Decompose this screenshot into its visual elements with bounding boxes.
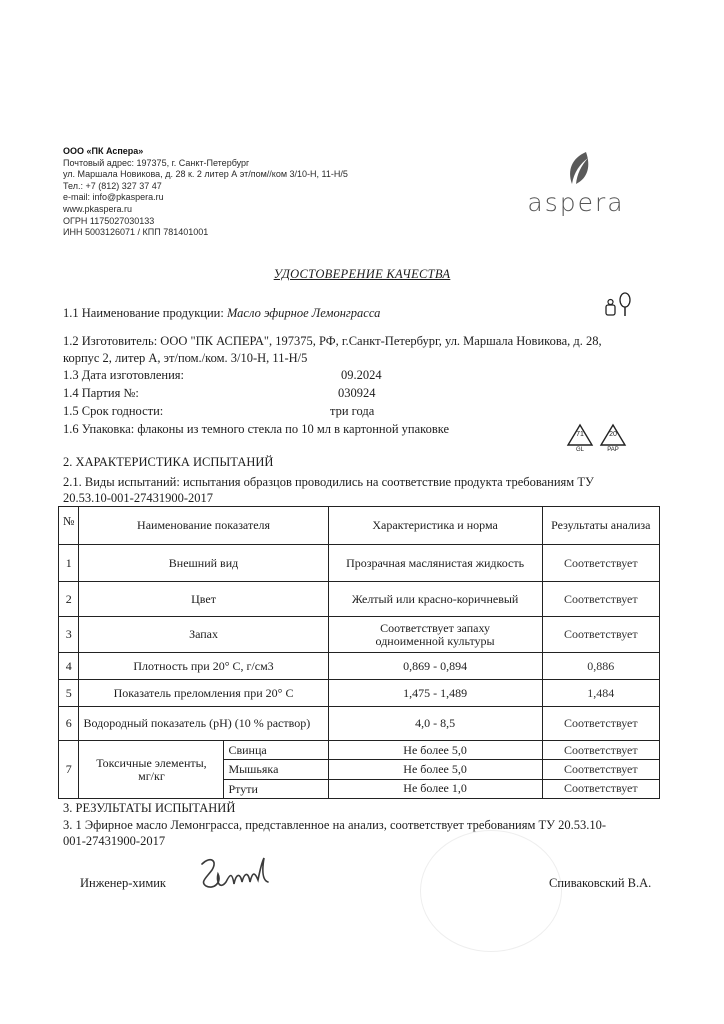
header-norm: Характеристика и норма [328, 507, 542, 545]
company-ogrn: ОГРН 1175027030133 [63, 215, 155, 226]
manufacturer-line-1: 1.2 Изготовитель: ООО "ПК АСПЕРА", 197375, РФ, г.Санкт-Петербург, ул. Маршала Новикова, д. 28, [63, 334, 602, 348]
company-letterhead [63, 146, 348, 239]
test-types-line-1: 2.1. Виды испытаний: испытания образцов проводились на соответствие продукта требованиям ТУ [63, 475, 594, 489]
table-row: 5 Показатель преломления при 20° С 1,475 - 1,489 1,484 [59, 680, 660, 707]
company-inn: ИНН 5003126071 / КПП 781401001 [63, 227, 209, 238]
recycle-pap-icon: 20 PAP [598, 423, 628, 455]
production-date-label: 1.3 Дата изготовления: [63, 368, 184, 382]
leaf-icon [564, 150, 592, 188]
faint-stamp [420, 830, 562, 952]
batch-value: 030924 [338, 386, 376, 400]
test-results-table [58, 506, 660, 799]
table-row: 2 Цвет Желтый или красно-коричневый Соответствует [59, 582, 660, 617]
table-row: 3 Запах Соответствует запаху одноименной культуры Соответствует [59, 617, 660, 653]
company-phone: Тел.: +7 (812) 327 37 47 [63, 180, 162, 191]
packaging-line: 1.6 Упаковка: флаконы из темного стекла по 10 мл в картонной упаковке [63, 422, 450, 436]
recycle-gl-icon: 71 GL [565, 423, 595, 455]
header-number: № [59, 507, 79, 545]
company-address: Почтовый адрес: 197375, г. Санкт-Петербург [63, 157, 250, 168]
table-row: 6 Водородный показатель (рН) (10 % раствор) 4,0 - 8,5 Соответствует [59, 707, 660, 741]
table-header-row [59, 507, 660, 545]
header-result: Результаты анализа [542, 507, 659, 545]
batch-label: 1.4 Партия №: [63, 386, 139, 400]
product-value: Масло эфирное Лемонграсса [226, 306, 381, 320]
company-website: www.pkaspera.ru [63, 203, 133, 214]
test-types-line-2: 20.53.10-001-27431900-2017 [63, 491, 213, 505]
table-row: 4 Плотность при 20° С, г/см3 0,869 - 0,894 0,886 [59, 653, 660, 680]
handwritten-signature [196, 852, 276, 898]
shelf-life-value: три года [330, 404, 375, 418]
signer-role: Инженер-химик [80, 876, 166, 890]
toxic-mercury: Ртути [228, 781, 258, 796]
conclusion-line-1: 3. 1 Эфирное масло Лемонграсса, представленное на анализ, соответствует требованиям ТУ 20.53.10- [63, 818, 607, 832]
logo-text: aspera [527, 188, 625, 217]
shelf-life-label: 1.5 Срок годности: [63, 404, 164, 418]
table-row: 1 Внешний вид Прозрачная маслянистая жидкость Соответствует [59, 545, 660, 582]
conclusion-line-2: 001-27431900-2017 [63, 834, 166, 848]
signer-name: Спиваковский В.А. [549, 876, 652, 890]
table-row-toxic: Не более 1,0 Соответствует [59, 779, 660, 798]
product-label: 1.1 Наименование продукции: [63, 306, 227, 320]
toxic-lead: Свинца [224, 741, 327, 760]
section2-heading: 2. ХАРАКТЕРИСТИКА ИСПЫТАНИЙ [63, 455, 274, 469]
table-row-toxic: Не более 5,0 Соответствует [59, 760, 660, 779]
toxic-label: Токсичные элементы, мг/кг [79, 741, 224, 798]
manufacturer-line-2: корпус 2, литер А, эт/пом./ком. 3/10-Н, 11-Н/5 [63, 351, 308, 365]
toxic-arsenic: Мышьяка [224, 760, 327, 779]
section3-heading: 3. РЕЗУЛЬТАТЫ ИСПЫТАНИЙ [63, 801, 236, 815]
company-street: ул. Маршала Новикова, д. 28 к. 2 литер А эт/пом//ком 3/10-Н, 11-Н/5 [63, 169, 348, 180]
document-title: УДОСТОВЕРЕНИЕ КАЧЕСТВА [273, 267, 451, 281]
production-date-value: 09.2024 [341, 368, 382, 382]
cosmetic-symbol-icon [603, 291, 635, 317]
company-name: ООО «ПК Аспера» [63, 146, 144, 156]
company-email: e-mail: info@pkaspera.ru [63, 192, 164, 203]
product-line [63, 306, 380, 321]
table-row-toxic: 7 Токсичные элементы, мг/кг Свинца Мышьяка Ртути Не более 5,0 Соответствует [59, 741, 660, 760]
header-name: Наименование показателя [79, 507, 328, 545]
aspera-logo [522, 150, 632, 220]
